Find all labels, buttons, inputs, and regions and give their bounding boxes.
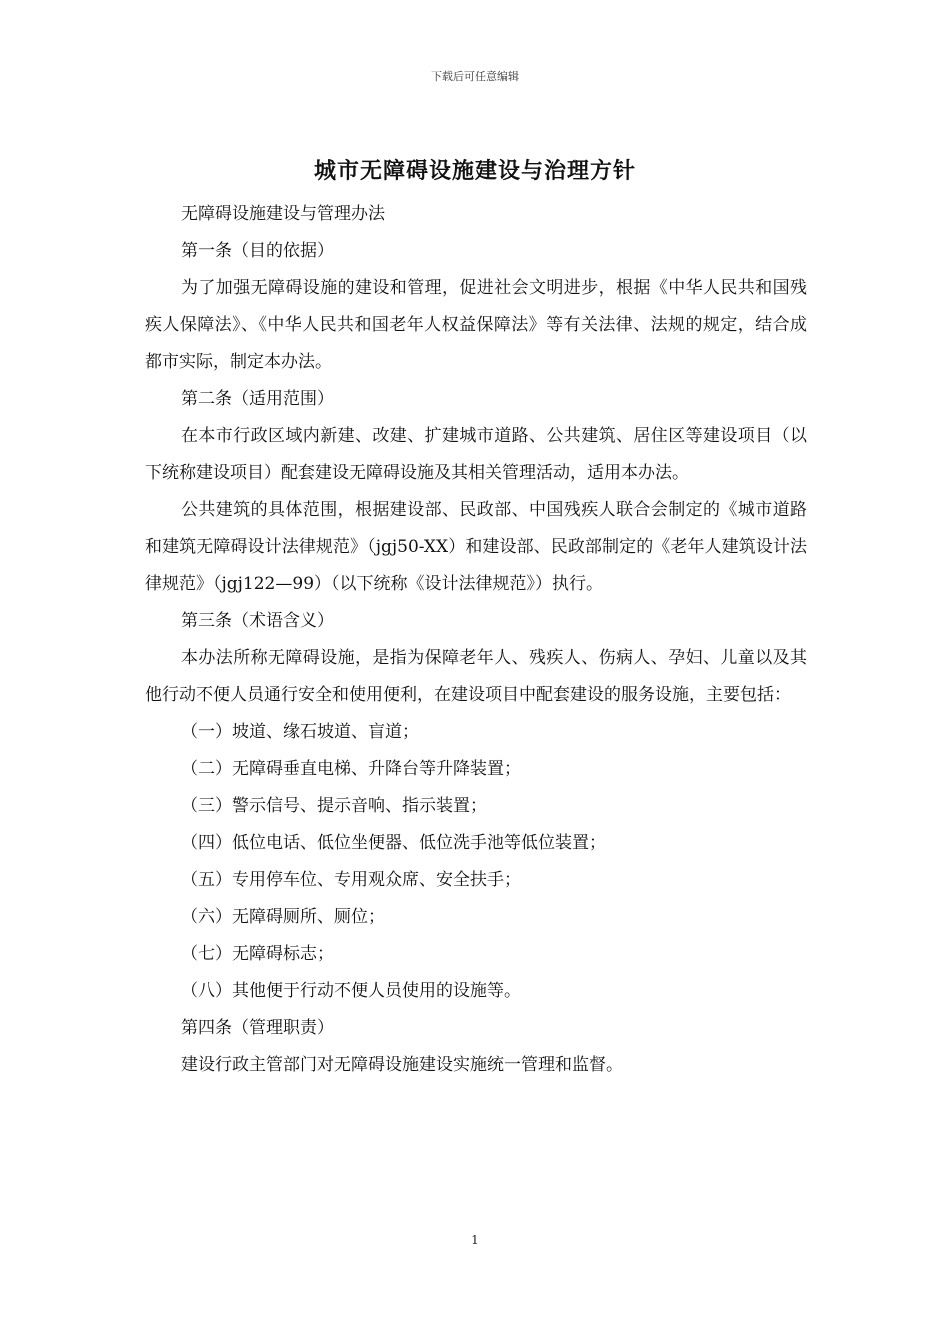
list-item: （八）其他便于行动不便人员使用的设施等。 (181, 981, 521, 1001)
paragraph: 第一条（目的依据） (181, 241, 334, 261)
paragraph: 建设行政主管部门对无障碍设施建设实施统一管理和监督。 (181, 1055, 623, 1075)
list-item: （四）低位电话、低位坐便器、低位洗手池等低位装置； (181, 833, 606, 853)
list-item: （六）无障碍厕所、厕位； (181, 907, 385, 927)
paragraph: 公共建筑的具体范围，根据建设部、民政部、中国残疾人联合会制定的《城市道路和建筑无障碍设计法律规范》（jgj50-XX）和建设部、民政部制定的《老年人建筑设计法律规范》（jgj122—99）（以下统称《设计法律规范》）执行。 (145, 500, 807, 594)
list-item: （五）专用停车位、专用观众席、安全扶手； (181, 870, 521, 890)
list-item: （三）警示信号、提示音响、指示装置； (181, 796, 487, 816)
document-body (145, 196, 807, 1084)
page-number: 1 (471, 1233, 479, 1247)
paragraph: 本办法所称无障碍设施，是指为保障老年人、残疾人、伤病人、孕妇、儿童以及其他行动不便人员通行安全和使用便利，在建设项目中配套建设的服务设施，主要包括： (145, 648, 807, 705)
paragraph: 为了加强无障碍设施的建设和管理，促进社会文明进步，根据《中华人民共和国残疾人保障法》、《中华人民共和国老年人权益保障法》等有关法律、法规的规定，结合成都市实际，制定本办法。 (145, 278, 807, 372)
document-title: 城市无障碍设施建设与治理方针 (313, 158, 636, 184)
paragraph: 在本市行政区域内新建、改建、扩建城市道路、公共建筑、居住区等建设项目（以下统称建设项目）配套建设无障碍设施及其相关管理活动，适用本办法。 (145, 426, 807, 483)
paragraph: 第三条（术语含义） (181, 611, 334, 631)
paragraph: 第四条（管理职责） (181, 1018, 334, 1038)
list-item: （二）无障碍垂直电梯、升降台等升降装置； (181, 759, 521, 779)
page-header: 下载后可任意编辑 (431, 70, 519, 83)
list-item: （七）无障碍标志； (181, 944, 334, 964)
paragraph: 无障碍设施建设与管理办法 (181, 204, 385, 224)
paragraph: 第二条（适用范围） (181, 389, 334, 409)
list-item: （一）坡道、缘石坡道、盲道； (181, 722, 419, 742)
